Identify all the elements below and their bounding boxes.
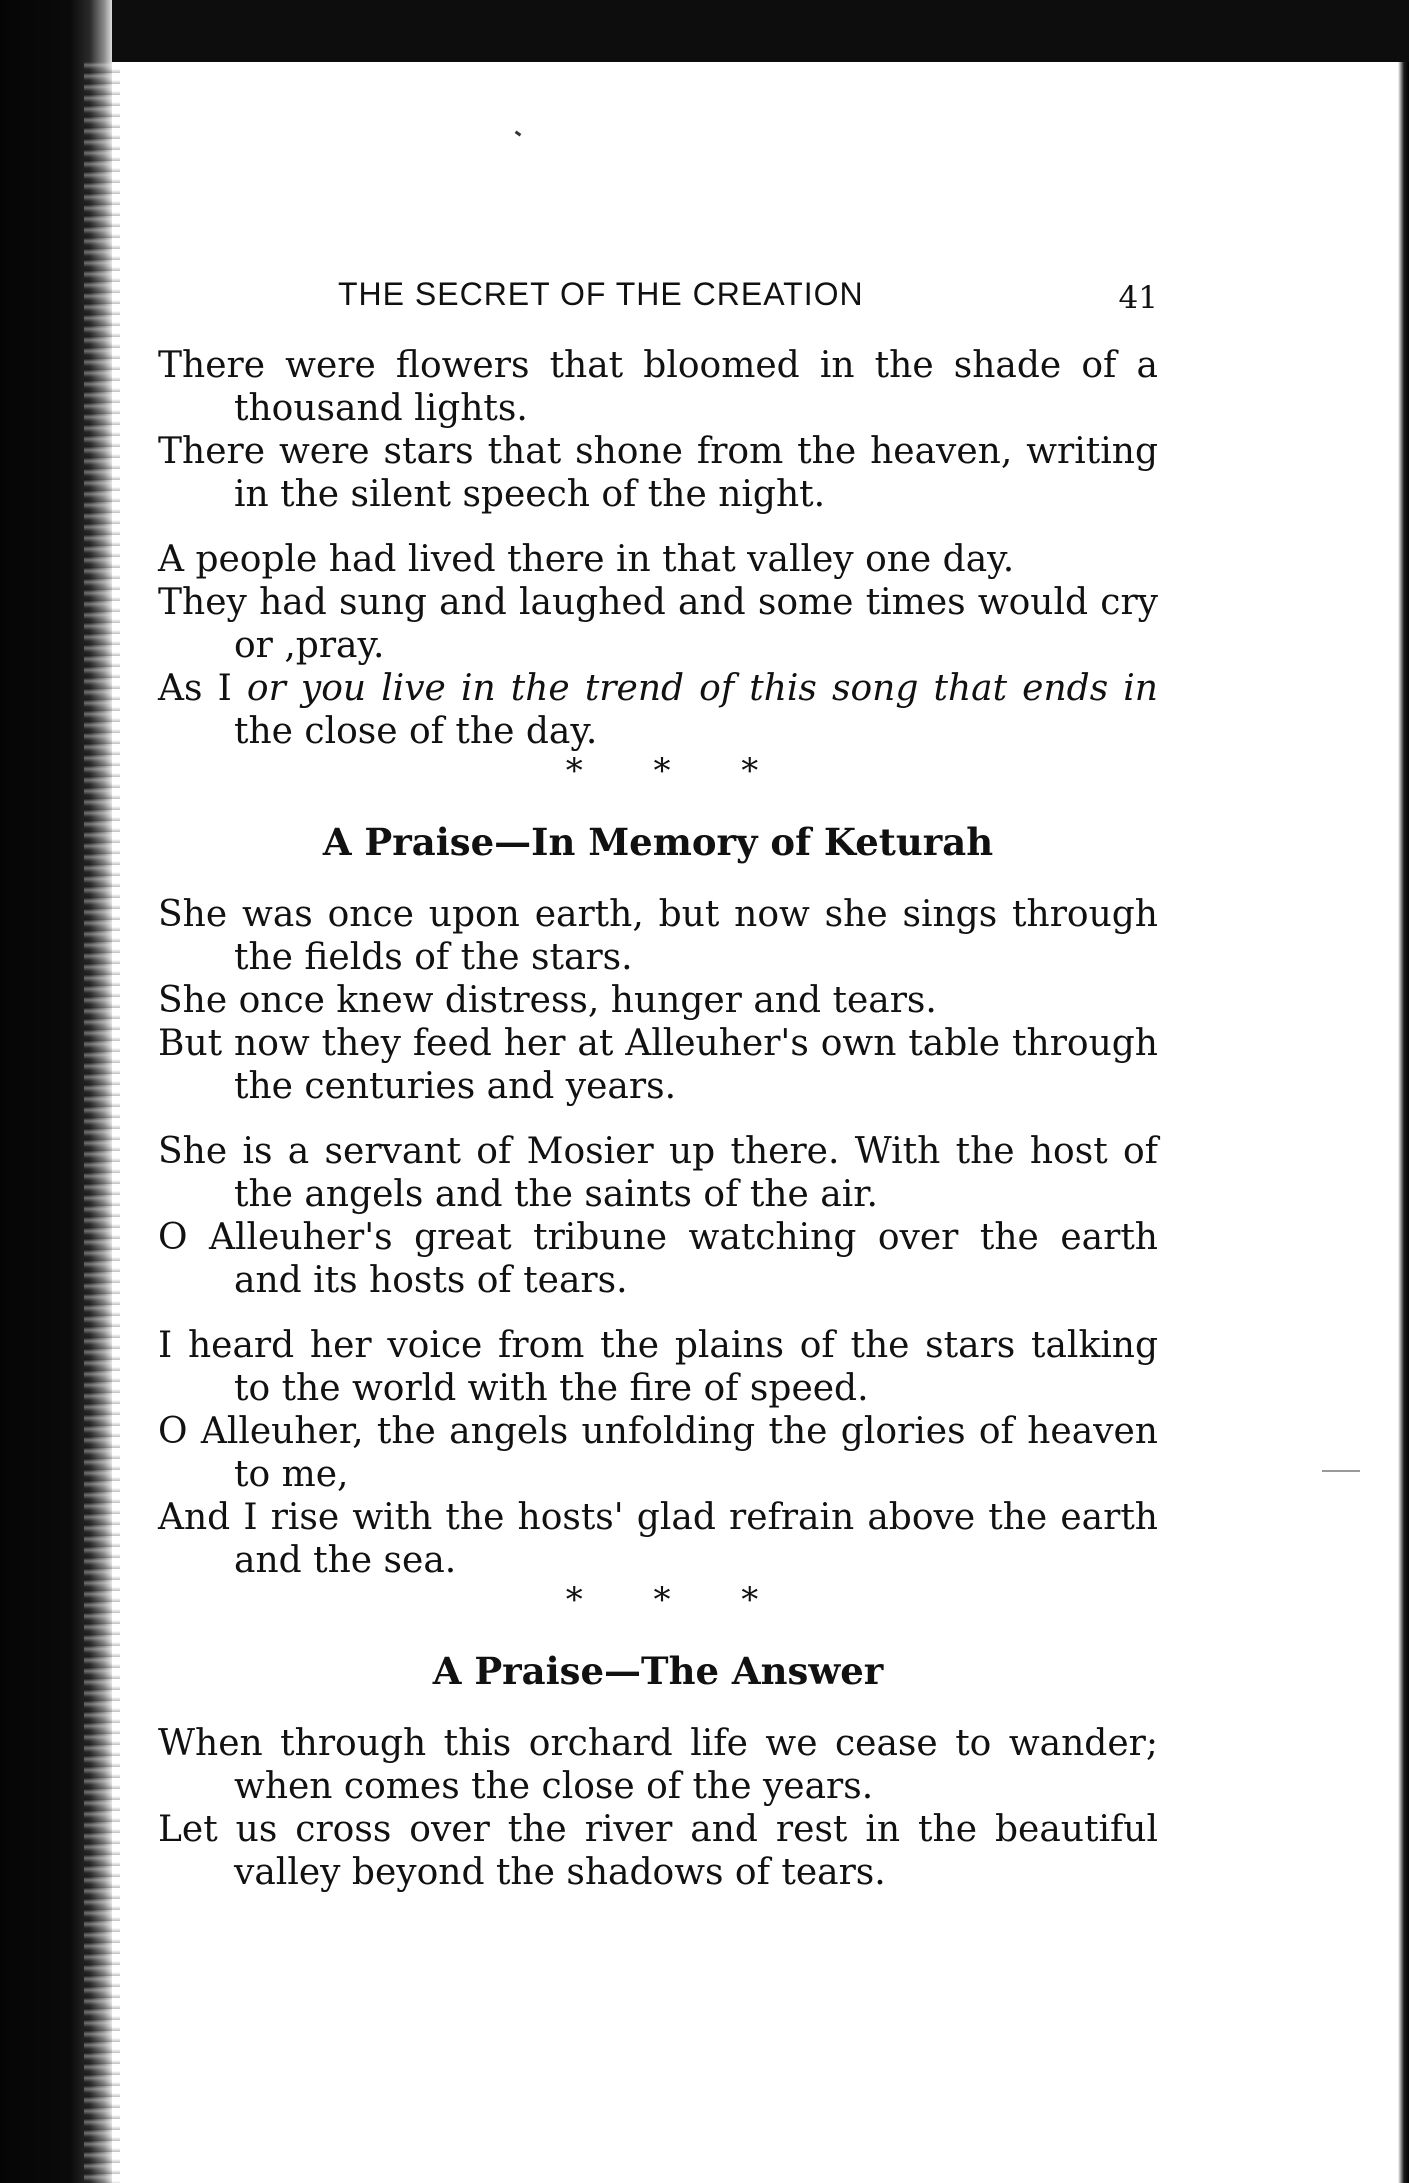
verse-line: There were flowers that bloomed in the shade of a thousand lights.	[158, 345, 1158, 429]
verse-italic: or you live in the trend of this song that ends in	[246, 668, 1158, 709]
section-divider: * * *	[565, 1580, 789, 1620]
verse-lead: As I	[158, 668, 247, 709]
poem2-stanza2	[158, 1130, 1158, 1302]
scan-top-border	[0, 0, 1409, 62]
verse-tail: the close of the day.	[234, 711, 598, 752]
running-header	[158, 270, 1158, 330]
verse-line: She was once upon earth, but now she sings through the fields of the stars.	[158, 894, 1158, 978]
poem-title: A Praise—The Answer	[432, 1649, 884, 1693]
poem1-stanza2	[158, 538, 1158, 753]
poem2-stanza1	[158, 893, 1158, 1108]
verse-line: There were stars that shone from the heaven, writing in the silent speech of the night.	[158, 431, 1158, 515]
verse-line: But now they feed her at Alleuher's own table through the centuries and years.	[158, 1023, 1158, 1107]
scan-speck	[1322, 1470, 1360, 1472]
poem-title: A Praise—In Memory of Keturah	[322, 820, 994, 864]
poem2-stanza3	[158, 1324, 1158, 1582]
verse-line: O Alleuher's great tribune watching over the earth and its hosts of tears.	[158, 1217, 1158, 1301]
verse-line: O Alleuher, the angels unfolding the glories of heaven to me,	[158, 1411, 1158, 1495]
verse-line: She once knew distress, hunger and tears.	[158, 980, 937, 1021]
running-title: THE SECRET OF THE CREATION	[338, 276, 864, 312]
poem1-stanza1	[158, 344, 1158, 516]
section-divider: * * *	[565, 751, 789, 791]
scan-gutter-texture	[84, 62, 120, 2183]
verse-line: And I rise with the hosts' glad refrain above the earth and the sea.	[158, 1497, 1158, 1581]
scan-right-edge	[1398, 62, 1409, 2183]
verse-line-italic	[158, 667, 1158, 753]
verse-line: Let us cross over the river and rest in the beautiful valley beyond the shadows of tears.	[158, 1809, 1158, 1893]
verse-line: They had sung and laughed and some times would cry or ,pray.	[158, 582, 1158, 666]
poem3-stanza1	[158, 1722, 1158, 1894]
verse-line: I heard her voice from the plains of the stars talking to the world with the fire of speed.	[158, 1325, 1158, 1409]
scan-speck	[515, 131, 522, 137]
page-number: 41	[1118, 280, 1158, 316]
verse-line: When through this orchard life we cease to wander; when comes the close of the years.	[158, 1723, 1158, 1807]
verse-line: She is a servant of Mosier up there. With the host of the angels and the saints of the air.	[158, 1131, 1158, 1215]
verse-line: A people had lived there in that valley one day.	[158, 539, 1015, 580]
book-page	[158, 270, 1158, 1916]
